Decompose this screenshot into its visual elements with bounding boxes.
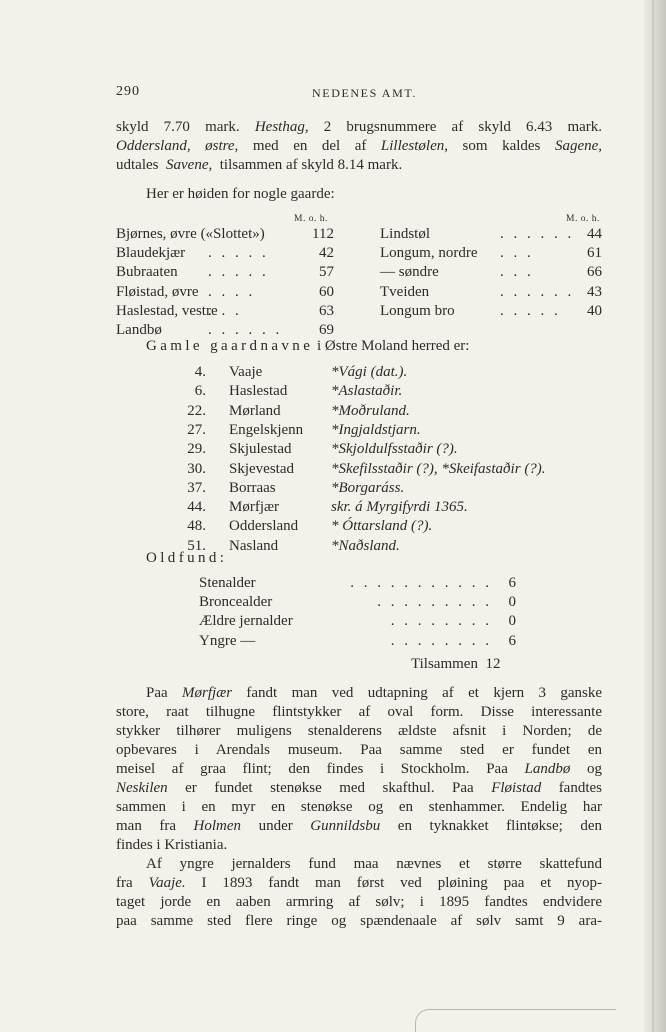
page-edge: [644, 0, 666, 1032]
body-line: fra Vaaje. I 1893 fandt man først ved pløining paa et nyop-: [116, 875, 603, 891]
old-name-current: Haslestad: [229, 383, 288, 400]
body-line: store, raat tilhugne flintstykker af oval form. Disse interessante: [116, 704, 602, 720]
height-name: Tveiden: [380, 283, 430, 300]
height-dots: . . . .: [208, 283, 256, 300]
height-dots: . . . . .: [208, 245, 269, 262]
old-name-historic: *Skjoldulfsstaðir (?).: [331, 441, 458, 458]
find-label: Ældre jernalder: [199, 613, 293, 630]
page-edge-line: [652, 0, 654, 1032]
find-label: Stenalder: [199, 575, 256, 591]
old-name-historic: *Vági (dat.).: [331, 364, 408, 380]
old-name-number: 29.: [187, 441, 206, 458]
old-name-current: Borraas: [229, 479, 276, 496]
height-dots: . . . . .: [500, 302, 561, 319]
unit-label-left: M. o. h.: [294, 214, 328, 224]
intro-line: udtales Savene, tilsammen af skyld 8.14 mark.: [116, 157, 403, 173]
body-line: sammen i en myr en stenøkse og en stenhammer. Endelig har: [116, 799, 602, 815]
height-name: Landbø: [116, 322, 162, 338]
old-name-current: Oddersland: [229, 518, 299, 535]
old-name-number: 27.: [187, 421, 206, 438]
find-dots: . . . . . . . .: [390, 632, 492, 649]
old-name-historic: skr. á Myrgifyrdi 1365.: [331, 499, 468, 516]
old-name-current: Engelskjenn: [229, 421, 304, 438]
body-line: opbevares i Arendals museum. Paa samme sted er fundet en: [116, 742, 602, 758]
body-line: meisel af graa flint; den findes i Stockholm. Paa Landbø og: [116, 761, 603, 777]
old-name-current: Skjulestad: [229, 441, 292, 458]
page-curl: [415, 1009, 616, 1032]
old-name-number: 51.: [187, 537, 206, 554]
find-value: 6: [508, 632, 516, 649]
height-value: 57: [319, 264, 334, 281]
body-line: paa samme sted flere ringe og spændenaale af sølv samt 9 ara-: [116, 913, 602, 929]
find-value: 0: [508, 594, 516, 611]
old-name-current: Nasland: [229, 537, 279, 554]
old-name-current: Mørfjær: [229, 499, 279, 516]
height-name: Bjørnes, øvre («Slottet»): [116, 226, 265, 242]
old-name-number: 37.: [187, 479, 206, 496]
height-name: Longum bro: [380, 302, 455, 319]
body-line: Neskilen er fundet stenøkse med skafthul. Paa Fløistad fandtes: [116, 780, 603, 796]
height-name: Blaudekjær: [116, 245, 186, 262]
height-dots: . . .: [208, 302, 242, 319]
height-value: 60: [319, 283, 334, 300]
height-value: 69: [319, 322, 334, 338]
height-value: 43: [587, 283, 602, 300]
running-title: NEDENES AMT.: [312, 86, 417, 100]
old-name-historic: *Skefilsstaðir (?), *Skeifastaðir (?).: [331, 460, 546, 477]
find-label: Broncealder: [199, 594, 273, 611]
heights-heading: Her er høiden for nogle gaarde:: [146, 186, 335, 202]
intro-line: skyld 7.70 mark. Hesthag, 2 brugsnummere af skyld 6.43 mark.: [116, 119, 603, 135]
body-line: Af yngre jernalders fund maa nævnes et større skattefund: [146, 856, 602, 872]
find-dots: . . . . . . . . .: [377, 594, 492, 611]
height-name: Lindstøl: [380, 226, 431, 242]
finds-total: Tilsammen 12: [411, 656, 501, 672]
height-name: Fløistad, øvre: [116, 283, 199, 300]
old-name-number: 6.: [194, 383, 206, 400]
height-value: 112: [312, 226, 334, 242]
height-value: 44: [587, 226, 602, 242]
body-line: Paa Mørfjær fandt man ved udtapning af et kjern 3 ganske: [146, 685, 603, 701]
old-name-number: 48.: [187, 518, 206, 535]
old-name-current: Mørland: [229, 402, 281, 419]
old-name-number: 30.: [187, 460, 206, 477]
body-line: stykker tilhører muligens stenalderens ældste afsnit i Norden; de: [116, 723, 602, 739]
old-name-current: Vaaje: [229, 364, 263, 380]
height-dots: . . . . . .: [500, 283, 575, 300]
height-value: 40: [587, 302, 602, 319]
old-name-number: 44.: [187, 499, 206, 516]
body-line: taget jorde en aaben armring af sølv; i 1895 fandtes endvidere: [116, 894, 602, 910]
height-value: 66: [587, 264, 602, 281]
height-value: 61: [587, 245, 602, 262]
find-dots: . . . . . . . .: [390, 613, 492, 630]
old-name-historic: * Óttarsland (?).: [331, 518, 433, 535]
old-name-number: 4.: [194, 364, 206, 380]
old-name-historic: *Naðsland.: [331, 537, 400, 554]
height-value: 42: [319, 245, 334, 262]
find-value: 6: [508, 575, 516, 591]
old-name-current: Skjevestad: [229, 460, 294, 477]
height-dots: . . .: [500, 264, 534, 281]
old-name-historic: *Moðruland.: [331, 402, 410, 419]
height-name: — søndre: [380, 264, 439, 281]
old-name-historic: *Aslastaðir.: [331, 383, 403, 400]
unit-label-right: M. o. h.: [566, 214, 600, 224]
find-label: Yngre —: [199, 632, 256, 649]
old-names-heading: Gamle gaardnavne i Østre Moland herred er:: [146, 338, 470, 354]
height-name: Bubraaten: [116, 264, 178, 281]
height-dots: . . .: [500, 245, 534, 262]
intro-line: Oddersland, østre, med en del af Lillestølen, som kaldes Sagene,: [116, 138, 603, 154]
find-dots: . . . . . . . . . . .: [350, 575, 492, 591]
old-name-historic: *Borgaráss.: [331, 479, 405, 496]
height-name: Haslestad, vestre: [116, 302, 218, 319]
height-dots: . . . . . .: [208, 322, 283, 338]
height-dots: . . . . . .: [500, 226, 575, 242]
height-value: 63: [319, 302, 334, 319]
page-number: 290: [116, 84, 140, 99]
height-dots: . . . . .: [208, 264, 269, 281]
body-line: findes i Kristiania.: [116, 837, 228, 853]
old-name-historic: *Ingjaldstjarn.: [331, 421, 421, 438]
find-value: 0: [508, 613, 516, 630]
height-name: Longum, nordre: [380, 245, 478, 262]
body-line: man fra Holmen under Gunnildsbu en tyknakket flintøkse; den: [116, 818, 602, 834]
old-name-number: 22.: [187, 402, 206, 419]
finds-heading: Oldfund:: [146, 550, 228, 566]
